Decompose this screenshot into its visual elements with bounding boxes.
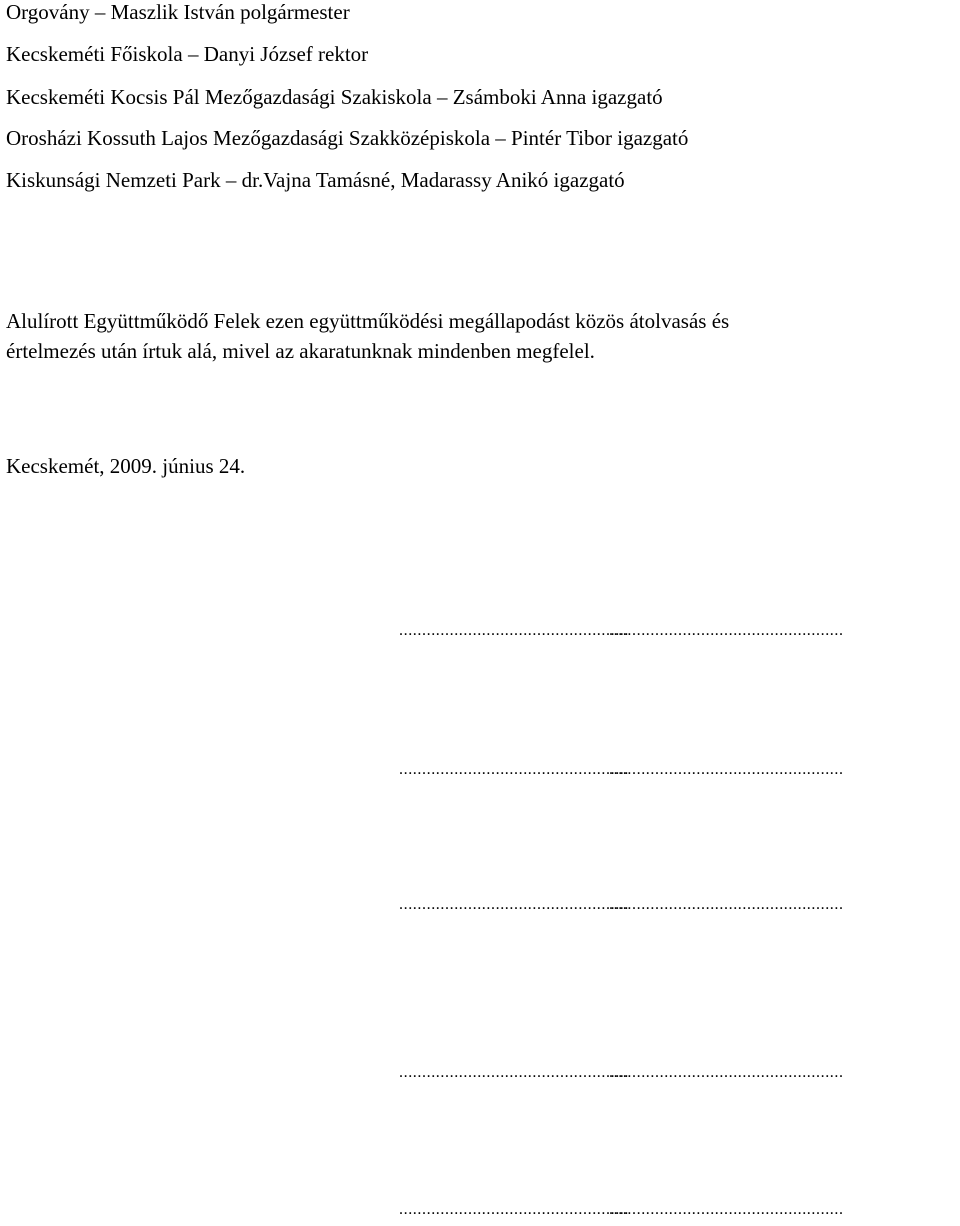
agreement-statement: [6, 306, 956, 366]
signature-line-left: ..................................................: [399, 1201, 629, 1218]
signature-line-right: ...................................................: [609, 761, 844, 778]
place-and-date: Kecskemét, 2009. június 24.: [6, 454, 246, 478]
signature-line-left: ..................................................: [399, 761, 629, 778]
party-line-kiskunsagi-nemzeti-park: Kiskunsági Nemzeti Park – dr.Vajna Tamásné, Madarassy Anikó igazgató: [6, 168, 625, 192]
signature-line-right: ...................................................: [609, 622, 844, 639]
signature-row: [0, 621, 960, 647]
statement-line-2: értelmezés után írtuk alá, mivel az akaratunknak mindenben megfelel.: [6, 339, 595, 363]
signature-row: [0, 760, 960, 786]
signature-line-left: ..................................................: [399, 622, 629, 639]
party-line-oroshazi-szakkozepiskola: Orosházi Kossuth Lajos Mezőgazdasági Szakközépiskola – Pintér Tibor igazgató: [6, 126, 689, 150]
party-line-orgovany: Orgovány – Maszlik István polgármester: [6, 0, 350, 24]
signature-line-left: ..................................................: [399, 1064, 629, 1081]
signature-line-left: ..................................................: [399, 896, 629, 913]
signature-line-right: ...................................................: [609, 1201, 844, 1218]
party-line-kecskemeti-foiskola: Kecskeméti Főiskola – Danyi József rektor: [6, 42, 369, 66]
party-line-kocsis-pal-szakiskola: Kecskeméti Kocsis Pál Mezőgazdasági Szakiskola – Zsámboki Anna igazgató: [6, 85, 663, 109]
signature-row: [0, 1200, 960, 1226]
signature-line-right: ...................................................: [609, 1064, 844, 1081]
signature-line-right: ...................................................: [609, 896, 844, 913]
signature-row: [0, 1063, 960, 1089]
statement-line-1: Alulírott Együttműködő Felek ezen együttműködési megállapodást közös átolvasás és: [6, 309, 730, 333]
signature-row: [0, 895, 960, 921]
